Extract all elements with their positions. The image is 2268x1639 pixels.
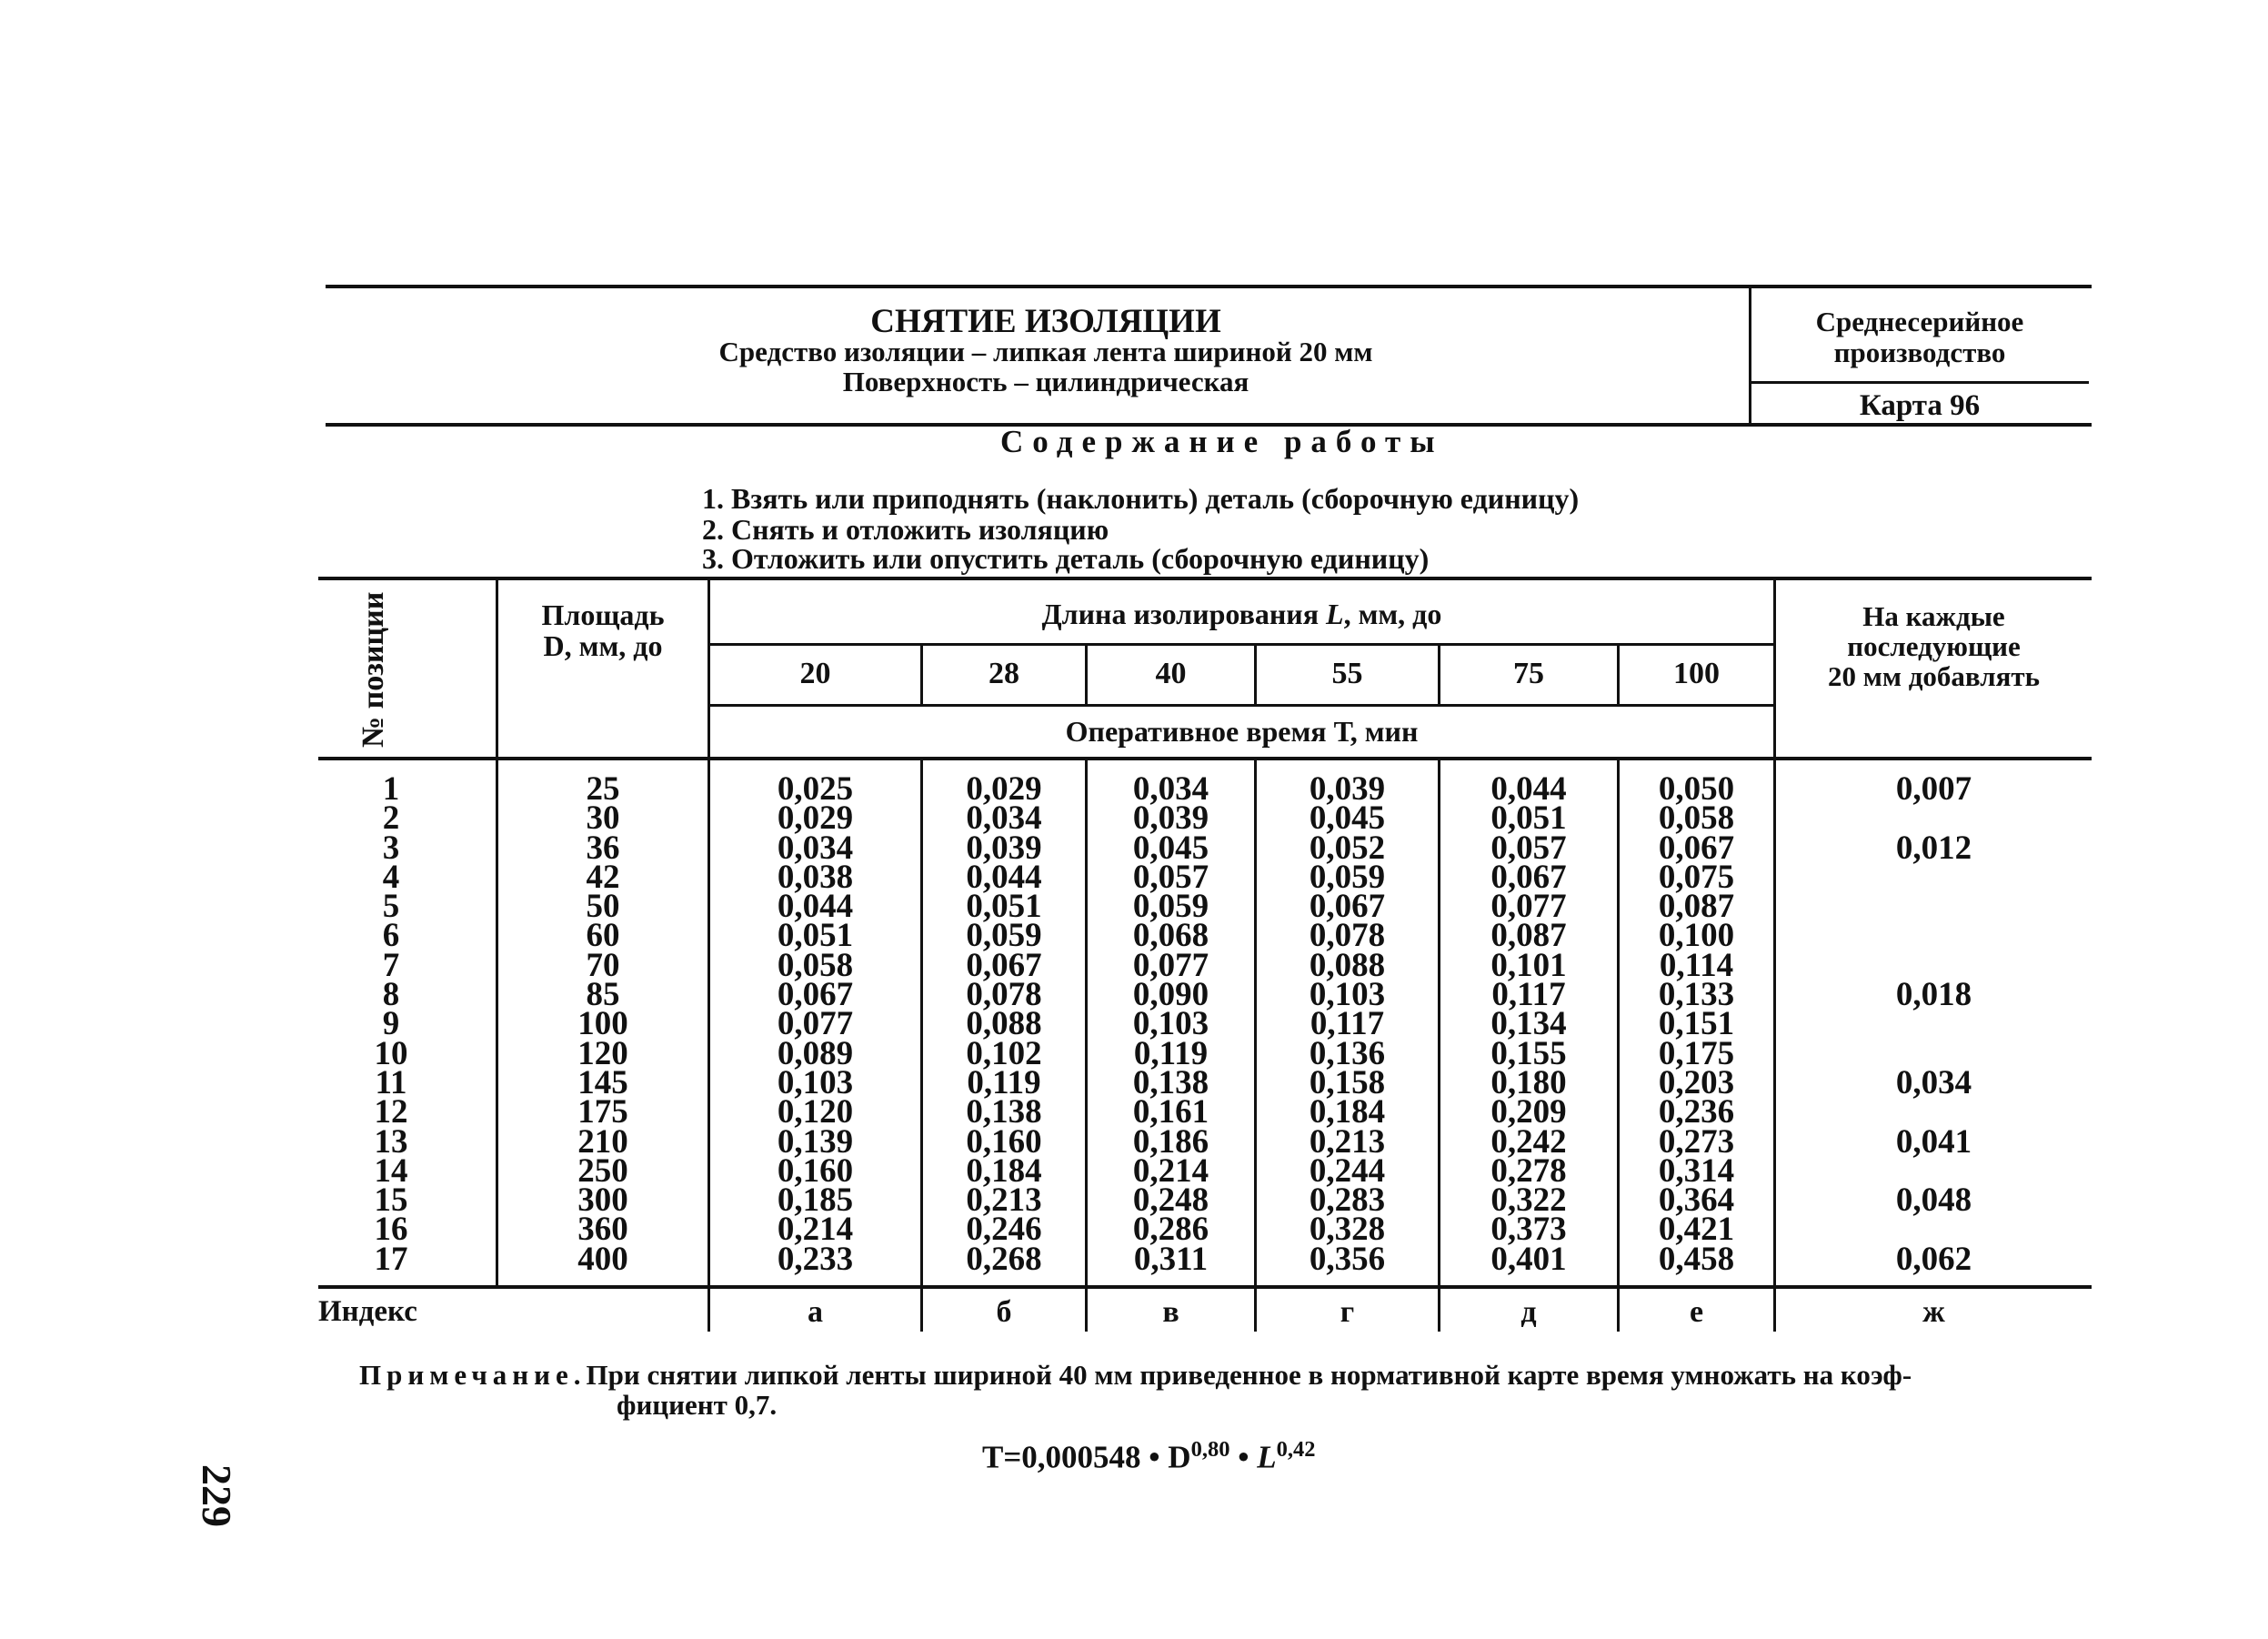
time-value: 0,114: [1659, 946, 1734, 984]
position-number: 6: [382, 917, 400, 955]
time-value: 0,050: [1658, 770, 1735, 808]
time-value: 0,214: [777, 1211, 854, 1249]
time-value: 0,328: [1309, 1211, 1386, 1249]
addition-value: 0,041: [1895, 1122, 1972, 1161]
time-value: 0,246: [966, 1211, 1042, 1249]
card-number: Карта 96: [1859, 389, 1981, 422]
time-value: 0,034: [966, 799, 1042, 838]
time-value: 0,314: [1658, 1151, 1735, 1190]
time-column-a: [710, 770, 920, 1278]
header-subtitle-1: Средство изоляции – липкая лента шириной 20 мм: [718, 336, 1373, 367]
area-value: 50: [586, 888, 620, 926]
time-value: 0,185: [777, 1181, 854, 1220]
index-label: Индекс: [318, 1295, 417, 1328]
table-header-bottom-rule: [318, 757, 2092, 760]
length-header-rule: [709, 643, 1775, 646]
lengths-rule: [709, 704, 1775, 707]
time-value: 0,161: [1132, 1093, 1209, 1131]
time-value: 0,117: [1491, 976, 1566, 1014]
index-zh: ж: [1922, 1295, 1945, 1329]
time-value: 0,087: [1490, 917, 1567, 955]
time-value: 0,373: [1490, 1211, 1567, 1249]
time-value: 0,057: [1132, 858, 1209, 896]
time-column-e: [1620, 770, 1773, 1278]
addition-header-2: последующие: [1847, 630, 2021, 662]
index-b: б: [996, 1295, 1012, 1329]
time-value: 0,078: [1309, 917, 1386, 955]
formula-var-l: L: [1257, 1439, 1277, 1475]
position-number: 13: [374, 1122, 408, 1161]
work-step-1: 1. Взять или приподнять (наклонить) деталь (сборочную единицу): [702, 482, 1580, 515]
time-value: 0,134: [1490, 1005, 1567, 1043]
note-label: Примечание.: [359, 1359, 587, 1391]
area-column: [498, 770, 707, 1278]
page-title: СНЯТИЕ ИЗОЛЯЦИИ: [870, 303, 1221, 340]
time-value: 0,059: [966, 917, 1042, 955]
time-column-g: [1257, 770, 1438, 1278]
note-line-2: фициент 0,7.: [617, 1389, 778, 1421]
area-value: 300: [577, 1181, 628, 1220]
time-value: 0,213: [1309, 1122, 1386, 1161]
area-header-2: D, мм, до: [543, 629, 663, 662]
position-number: 16: [374, 1211, 408, 1249]
area-value: 120: [577, 1034, 628, 1072]
area-value: 175: [577, 1093, 628, 1131]
length-variable: L: [1326, 598, 1344, 630]
time-column-b: [923, 770, 1085, 1278]
time-value: 0,184: [966, 1151, 1042, 1190]
time-value: 0,067: [1490, 858, 1567, 896]
area-value: 85: [586, 976, 620, 1014]
time-value: 0,151: [1658, 1005, 1735, 1043]
time-value: 0,311: [1133, 1240, 1209, 1278]
time-value: 0,038: [777, 858, 854, 896]
position-number: 8: [382, 976, 400, 1014]
index-e: е: [1689, 1295, 1704, 1329]
formula-mid: •: [1229, 1439, 1258, 1475]
table-top-rule: [318, 577, 2092, 580]
time-value: 0,236: [1658, 1093, 1735, 1131]
header-top-rule: [326, 285, 2092, 288]
time-value: 0,077: [777, 1005, 854, 1043]
time-value: 0,088: [1309, 946, 1386, 984]
length-75: 75: [1513, 657, 1544, 690]
formula: [982, 1437, 1315, 1476]
area-value: 70: [586, 946, 620, 984]
time-value: 0,102: [966, 1034, 1042, 1072]
position-number: 2: [382, 799, 400, 838]
time-value: 0,034: [1132, 770, 1209, 808]
time-value: 0,029: [966, 770, 1042, 808]
index-d: д: [1520, 1295, 1537, 1329]
time-value: 0,087: [1658, 888, 1735, 926]
addition-value: 0,007: [1895, 770, 1972, 808]
time-value: 0,133: [1658, 976, 1735, 1014]
page-number: 229: [194, 1464, 240, 1527]
addition-value: 0,012: [1895, 829, 1972, 867]
note-text-1: При снятии липкой ленты шириной 40 мм приведенное в нормативной карте время умножать на коэф-: [586, 1359, 1912, 1391]
time-value: 0,068: [1132, 917, 1209, 955]
time-value: 0,158: [1309, 1063, 1386, 1101]
time-value: 0,052: [1309, 829, 1386, 867]
time-value: 0,180: [1490, 1063, 1567, 1101]
work-heading: Содержание работы: [1000, 424, 1444, 459]
operative-time-header: Оперативное время Т, мин: [1065, 715, 1419, 748]
position-number: 9: [382, 1005, 400, 1043]
time-value: 0,100: [1658, 917, 1735, 955]
time-value: 0,034: [777, 829, 854, 867]
time-value: 0,039: [1132, 799, 1209, 838]
time-value: 0,120: [777, 1093, 854, 1131]
time-value: 0,039: [1309, 770, 1386, 808]
area-value: 400: [577, 1240, 628, 1278]
area-value: 145: [577, 1063, 628, 1101]
time-value: 0,119: [967, 1063, 1041, 1101]
area-value: 30: [586, 799, 620, 838]
time-value: 0,268: [966, 1240, 1042, 1278]
position-number: 15: [374, 1181, 408, 1220]
time-value: 0,213: [966, 1181, 1042, 1220]
production-type-2: производство: [1833, 337, 2006, 368]
index-a: а: [808, 1295, 823, 1329]
addition-column: [1776, 770, 2092, 1278]
length-header-prefix: Длина изолирования: [1041, 598, 1327, 630]
length-20: 20: [799, 657, 831, 690]
time-value: 0,067: [1309, 888, 1386, 926]
position-column: [346, 770, 437, 1278]
time-value: 0,136: [1309, 1034, 1386, 1072]
time-value: 0,025: [777, 770, 854, 808]
time-value: 0,184: [1309, 1093, 1386, 1131]
time-value: 0,273: [1658, 1122, 1735, 1161]
time-value: 0,101: [1490, 946, 1567, 984]
position-number: 10: [374, 1034, 408, 1072]
position-number: 17: [374, 1240, 408, 1278]
index-g: г: [1340, 1295, 1355, 1329]
position-number: 4: [382, 858, 400, 896]
time-value: 0,119: [1133, 1034, 1209, 1072]
time-value: 0,175: [1658, 1034, 1735, 1072]
time-value: 0,090: [1132, 976, 1209, 1014]
formula-lhs: T=0,000548 • D: [982, 1439, 1191, 1475]
time-value: 0,421: [1658, 1211, 1735, 1249]
time-value: 0,051: [1490, 799, 1567, 838]
time-value: 0,078: [966, 976, 1042, 1014]
time-column-d: [1440, 770, 1617, 1278]
length-28: 28: [988, 657, 1019, 690]
time-value: 0,103: [1309, 976, 1386, 1014]
time-value: 0,067: [1658, 829, 1735, 867]
time-value: 0,059: [1309, 858, 1386, 896]
time-value: 0,103: [777, 1063, 854, 1101]
time-value: 0,278: [1490, 1151, 1567, 1190]
time-value: 0,322: [1490, 1181, 1567, 1220]
position-number: 11: [375, 1063, 407, 1101]
time-value: 0,044: [1490, 770, 1567, 808]
time-value: 0,244: [1309, 1151, 1386, 1190]
time-value: 0,044: [777, 888, 854, 926]
time-value: 0,045: [1132, 829, 1209, 867]
time-value: 0,057: [1490, 829, 1567, 867]
time-value: 0,203: [1658, 1063, 1735, 1101]
header-subtitle-2: Поверхность – цилиндрическая: [842, 366, 1249, 397]
position-number: 7: [382, 946, 400, 984]
time-value: 0,067: [966, 946, 1042, 984]
area-header-1: Площадь: [541, 598, 665, 631]
length-55: 55: [1331, 657, 1363, 690]
production-type-1: Среднесерийное: [1815, 306, 2024, 337]
time-value: 0,051: [777, 917, 854, 955]
time-value: 0,160: [966, 1122, 1042, 1161]
position-number-header: № позиции: [356, 591, 390, 748]
addition-value: 0,062: [1895, 1240, 1972, 1278]
time-value: 0,077: [1132, 946, 1209, 984]
work-step-3: 3. Отложить или опустить деталь (сборочную единицу): [702, 542, 1430, 575]
position-number: 3: [382, 829, 400, 867]
card-rule: [1751, 381, 2089, 384]
position-number: 12: [374, 1093, 408, 1131]
time-value: 0,067: [777, 976, 854, 1014]
length-header: [710, 598, 1773, 631]
time-value: 0,139: [777, 1122, 854, 1161]
time-value: 0,214: [1132, 1151, 1209, 1190]
time-value: 0,117: [1310, 1005, 1385, 1043]
time-value: 0,209: [1490, 1093, 1567, 1131]
area-value: 100: [577, 1005, 628, 1043]
time-value: 0,075: [1658, 858, 1735, 896]
position-number: 5: [382, 888, 400, 926]
area-value: 250: [577, 1151, 628, 1190]
formula-exp-d: 0,80: [1190, 1437, 1230, 1462]
addition-value: 0,018: [1895, 976, 1972, 1014]
time-value: 0,458: [1658, 1240, 1735, 1278]
time-value: 0,138: [966, 1093, 1042, 1131]
area-value: 25: [586, 770, 620, 808]
time-value: 0,103: [1132, 1005, 1209, 1043]
time-value: 0,401: [1490, 1240, 1567, 1278]
addition-value: 0,034: [1895, 1063, 1972, 1101]
area-value: 360: [577, 1211, 628, 1249]
length-40: 40: [1155, 657, 1187, 690]
time-value: 0,051: [966, 888, 1042, 926]
area-value: 42: [586, 858, 620, 896]
work-step-2: 2. Снять и отложить изоляцию: [702, 513, 1109, 546]
addition-header-3: 20 мм добавлять: [1827, 660, 2041, 692]
time-value: 0,059: [1132, 888, 1209, 926]
area-value: 60: [586, 917, 620, 955]
index-v: в: [1162, 1295, 1179, 1329]
position-number: 1: [382, 770, 400, 808]
formula-exp-l: 0,42: [1276, 1437, 1316, 1462]
length-100: 100: [1673, 657, 1720, 690]
time-value: 0,283: [1309, 1181, 1386, 1220]
time-value: 0,044: [966, 858, 1042, 896]
time-value: 0,186: [1132, 1122, 1209, 1161]
time-value: 0,058: [777, 946, 854, 984]
note-line-1: [359, 1359, 1912, 1392]
time-value: 0,364: [1658, 1181, 1735, 1220]
addition-value: 0,048: [1895, 1181, 1972, 1220]
time-value: 0,089: [777, 1034, 854, 1072]
position-number: 14: [374, 1151, 408, 1190]
time-value: 0,160: [777, 1151, 854, 1190]
time-value: 0,248: [1132, 1181, 1209, 1220]
time-value: 0,039: [966, 829, 1042, 867]
time-value: 0,138: [1132, 1063, 1209, 1101]
time-value: 0,029: [777, 799, 854, 838]
time-value: 0,242: [1490, 1122, 1567, 1161]
time-value: 0,077: [1490, 888, 1567, 926]
time-value: 0,356: [1309, 1240, 1386, 1278]
time-value: 0,058: [1658, 799, 1735, 838]
table-body-bottom-rule: [318, 1285, 2092, 1289]
time-value: 0,233: [777, 1240, 854, 1278]
time-value: 0,155: [1490, 1034, 1567, 1072]
length-header-suffix: , мм, до: [1343, 598, 1442, 630]
area-value: 36: [586, 829, 620, 867]
time-value: 0,088: [966, 1005, 1042, 1043]
time-value: 0,286: [1132, 1211, 1209, 1249]
time-column-v: [1088, 770, 1254, 1278]
addition-header-1: На каждые: [1862, 600, 2005, 632]
area-value: 210: [577, 1122, 628, 1161]
time-value: 0,045: [1309, 799, 1386, 838]
